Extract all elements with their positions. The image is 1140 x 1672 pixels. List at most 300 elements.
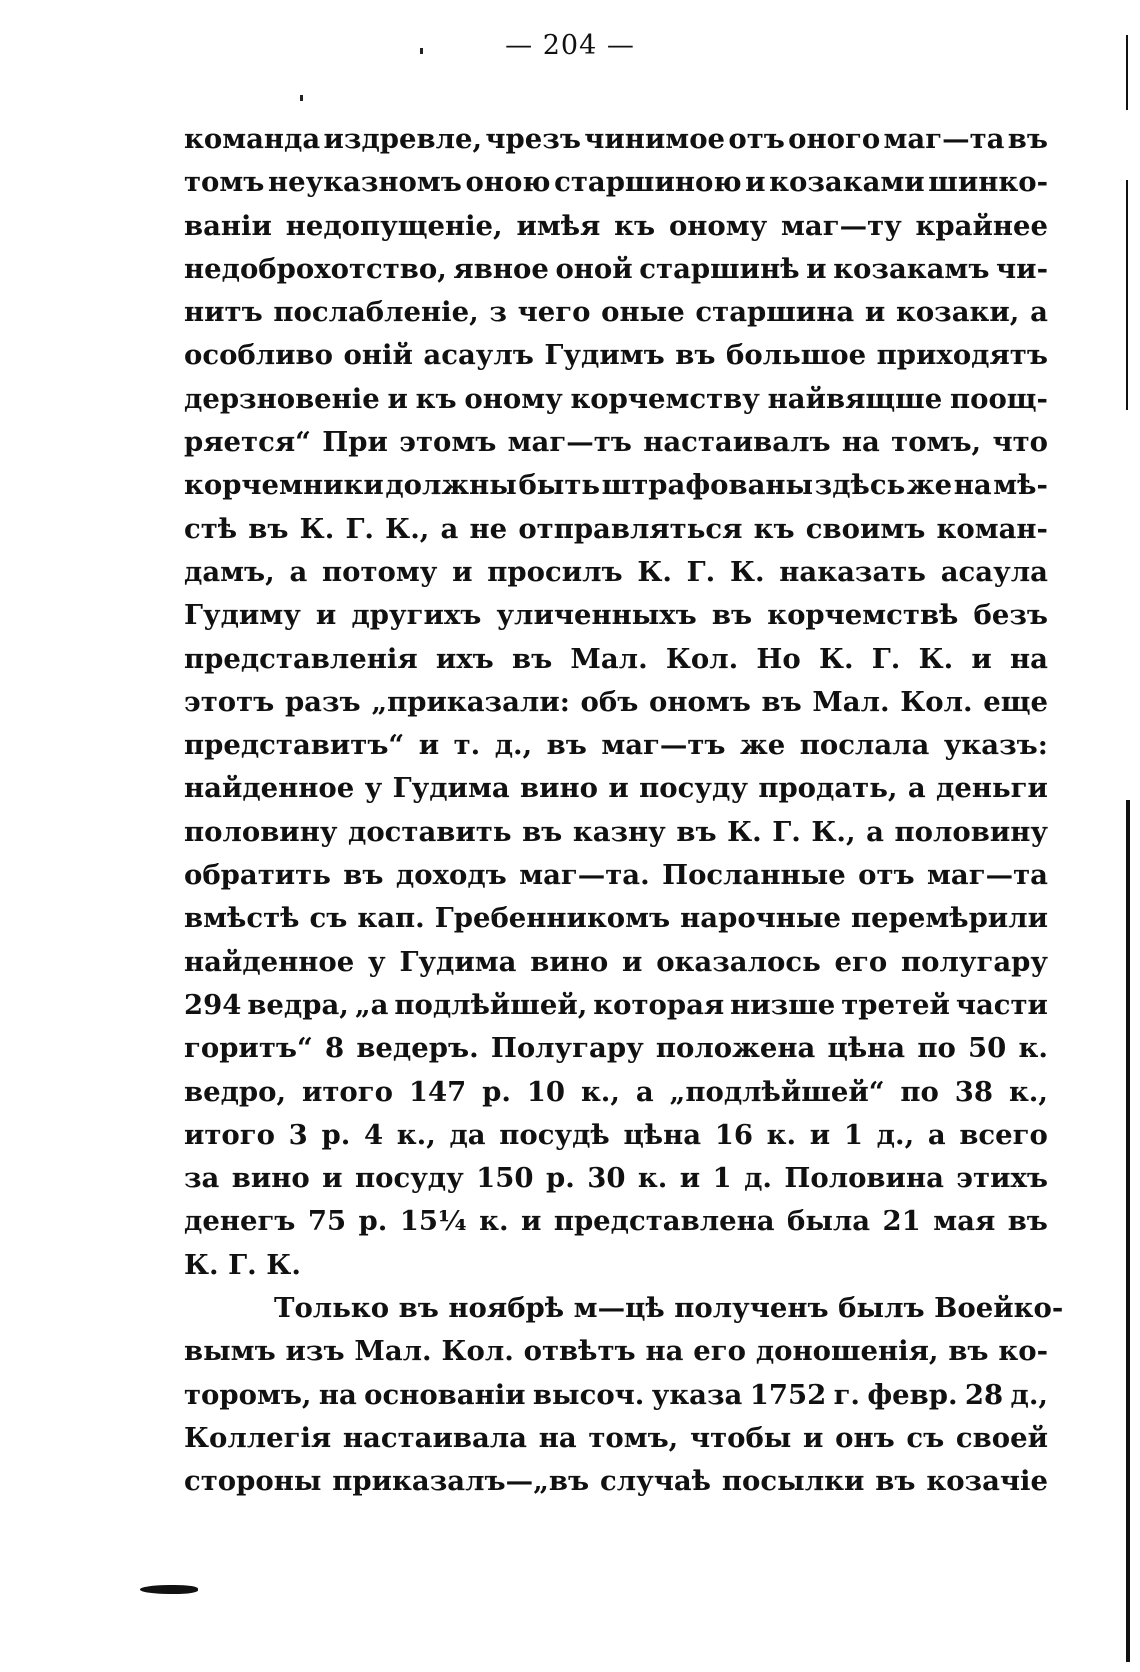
word: по [917,1032,956,1065]
word: р. [545,1162,575,1195]
word: отправляться [518,512,743,545]
word: р. [358,1205,388,1238]
word: 147 [408,1075,467,1108]
word: ведеръ. [356,1032,479,1065]
text-line [184,594,1048,637]
word: поощ- [949,382,1048,415]
word: основаніи [364,1378,526,1411]
word: къ [614,209,656,242]
word: въ [675,339,716,372]
word: мая [933,1205,996,1238]
word: мѣ- [993,469,1048,502]
text-line [184,681,1048,724]
word: не [469,512,508,545]
word: оного [788,123,881,155]
text-line [184,1330,1048,1373]
word: ведра, [247,988,349,1021]
word: издревле, [323,123,483,155]
word: въ [512,642,553,675]
word: маг—та [927,859,1048,892]
word: Гудима [392,772,510,805]
word: положена [655,1032,816,1065]
word: имѣя [516,209,601,242]
word: р. [321,1118,351,1151]
word: на [645,1335,684,1368]
text-line [184,1157,1048,1200]
text-line [184,984,1048,1027]
word: корчемники [184,469,384,502]
word: К., [811,815,856,848]
word: и [608,772,629,805]
word: К. [299,512,335,545]
word: стѣ [184,512,238,545]
word: въ [546,729,587,762]
word: этомъ [399,426,497,459]
word: на [538,1421,577,1454]
word: съ [906,1421,945,1454]
word: „приказали: [371,685,570,718]
text-line [184,1374,1048,1417]
word: томъ [184,166,265,199]
word: к. [637,1162,668,1195]
word: 75 [307,1205,347,1238]
word: к., [580,1075,620,1108]
word: 28 [964,1378,1004,1411]
word: у [368,945,386,978]
word: 38 [954,1075,994,1108]
word: потому [322,555,438,588]
word: недоброхотство, [184,252,447,285]
word: вино [231,1162,310,1195]
word: и [452,555,473,588]
word: а [907,772,926,805]
word: здѣсь [814,469,906,502]
word: и [971,642,992,675]
word: Мал. [570,642,648,675]
word: и [315,599,337,632]
word: продать, [758,772,898,805]
word: старшина [695,296,855,329]
word: Кол. [665,642,739,675]
word: подлѣйшей, [394,988,588,1021]
word: Гудима [399,945,517,978]
text-line [184,1071,1048,1114]
word: козаки, [895,296,1020,329]
word: ко- [998,1335,1048,1368]
text-line [184,291,1048,334]
word: что [992,426,1048,459]
word: а [635,1075,654,1108]
word: низше [730,988,836,1021]
word: дерзновеніе [184,382,380,415]
word: въ [875,1465,916,1498]
word: горитъ“ [184,1032,313,1065]
word: оному [668,209,768,242]
word: посуду [354,1162,464,1195]
word: оказалось [656,945,821,978]
ink-speck [300,95,303,101]
word: должны [385,469,517,502]
word: ихъ [435,642,494,675]
word: большое [726,339,867,372]
word: другихъ [351,599,482,632]
word: Коллегія [184,1421,332,1454]
word: и [322,1162,343,1195]
word: К. [729,555,765,588]
word: 8 [324,1032,345,1065]
page-edge-mark [1126,180,1128,410]
word: г. [833,1378,861,1411]
word: въ [1007,1205,1048,1238]
word: маг—тъ [507,426,632,459]
word: казну [572,815,666,848]
word: этихъ [956,1162,1048,1195]
word: козаками [769,166,925,199]
ink-speck [420,48,423,54]
word: д., [876,1118,915,1151]
word: 1 [712,1162,732,1195]
word: представленія [184,642,418,675]
word: послала [799,729,930,762]
word: оній [343,339,413,372]
word: указъ: [943,729,1048,762]
word: Гудимъ [544,339,665,372]
text-line [184,118,1048,161]
word: въ [676,815,717,848]
word: доношенія, [755,1335,939,1368]
word: Г. [772,815,801,848]
word: и [521,1205,542,1238]
word: настаивала [342,1421,528,1454]
word: асаула [940,555,1048,588]
word: и [745,166,766,199]
word: При [322,426,388,459]
word: перемѣрили [851,902,1048,935]
word: посылки [721,1465,865,1498]
word: представлена [553,1205,775,1238]
word: 15¼ [399,1205,467,1238]
word: и [622,945,643,978]
word: отвѣтъ [523,1335,636,1368]
word: итого [301,1075,393,1108]
text-line-paragraph-end: К. Г. К. [184,1248,301,1281]
word: на [1010,642,1048,675]
word: маг—та. [519,859,650,892]
word: старшинѣ [639,252,800,285]
word: а [1030,296,1048,329]
word: Мал. [812,685,890,718]
word: 150 [476,1162,534,1195]
word: приказалъ—„въ [332,1465,590,1498]
text-line [184,1114,1048,1157]
word: найденное [184,945,355,978]
word: ряется“ [184,426,311,459]
word: К. [727,815,762,848]
text-line [184,508,1048,551]
body-text [184,118,1064,1504]
word: случаѣ [600,1465,712,1498]
text-line [184,421,1048,464]
word: обратить [184,859,331,892]
word: послабленіе, [273,296,479,329]
word: у [364,772,383,805]
word: его [834,945,888,978]
word: нарочные [680,902,841,935]
word: дамъ, [184,555,275,588]
word: „а [354,988,389,1021]
text-line [184,724,1048,767]
ink-smudge [140,1585,198,1594]
word: онъ [835,1421,895,1454]
word: по [900,1075,939,1108]
word: Посланные [662,859,846,892]
word: и [418,729,440,762]
text-line [184,551,1048,594]
word: оному [464,382,563,415]
word: „подлѣйшей“ [669,1075,885,1108]
word: третей [841,988,950,1021]
word: быть [518,469,601,502]
word: вмѣстѣ [184,902,300,935]
word: 3 [288,1118,308,1151]
word: которая [593,988,725,1021]
word: томъ, [588,1421,679,1454]
page-number: — 204 — [505,30,635,61]
text-line [184,767,1048,810]
word: корчемству [570,382,760,415]
text-line [184,161,1048,204]
word: 21 [882,1205,921,1238]
word: к. [766,1118,797,1151]
word: на [318,1378,357,1411]
text-line [184,248,1048,291]
word: и [809,1118,831,1151]
word: полугару [901,945,1048,978]
word: Мал. [354,1335,432,1368]
word: р. [482,1075,511,1108]
word: к. [479,1205,509,1238]
word: цѣна [827,1032,906,1065]
word: шинко- [928,166,1048,199]
word: маг—ту [781,209,902,242]
word: Гребенникомъ [434,902,671,935]
word: изъ [285,1335,345,1368]
word: т. [453,729,481,762]
word: д., [1010,1378,1048,1411]
word: кап. [357,902,425,935]
word: просилъ [487,555,623,588]
word: стороны [184,1465,322,1498]
word: особливо [184,339,334,372]
text-line [184,638,1048,681]
word: 30 [587,1162,626,1195]
word: безъ [973,599,1048,632]
word: въ [522,815,563,848]
word: указа [651,1378,743,1411]
text-line [184,1027,1048,1070]
word: и [803,1421,824,1454]
word: оные [601,296,685,329]
word: найвящше [767,382,943,415]
word: к., [396,1118,436,1151]
word: денегъ [184,1205,296,1238]
word: своей [955,1421,1048,1454]
word: посудѣ [499,1118,610,1151]
word: Кол. [900,685,973,718]
word: части [955,988,1048,1021]
word: Половина [784,1162,944,1195]
word: въ [711,599,753,632]
word: д. [744,1162,772,1195]
word: 16 [714,1118,753,1151]
word: этотъ [184,685,275,718]
word: объ [580,685,639,718]
word: представитъ“ [184,729,405,762]
word: чи- [996,252,1048,285]
word: итого [184,1118,275,1151]
word: Г. [871,642,901,675]
word: своимъ [805,512,926,545]
word: уличенныхъ [496,599,697,632]
word: оною [465,166,551,199]
word: половину [184,815,338,848]
word: посуду [639,772,748,805]
word: въ [248,512,289,545]
word: доходъ [395,859,507,892]
word: высоч. [532,1378,645,1411]
word: нитъ [184,296,263,329]
word: вино [520,772,599,805]
word: крайнее [915,209,1048,242]
word: маг—тъ [601,729,726,762]
text-line [184,1417,1048,1460]
word: Гудиму [184,599,301,632]
word: деньги [936,772,1048,805]
word: томъ, [891,426,982,459]
word: его [693,1335,746,1368]
word: вымъ [184,1335,276,1368]
word: за [184,1162,220,1195]
page-edge-mark [1126,35,1128,110]
text-line [184,378,1048,421]
word: 1 [843,1118,863,1151]
word: Кол. [441,1335,514,1368]
word: была [786,1205,871,1238]
word: отъ [858,859,915,892]
word: цѣна [623,1118,702,1151]
word: к., [1008,1075,1048,1108]
word: къ [415,382,457,415]
word: 1752 [749,1378,827,1411]
word: же [739,729,786,762]
word: настаивалъ [643,426,831,459]
word: неуказномъ [267,166,462,199]
word: чтобы [689,1421,792,1454]
word: отъ [728,123,785,155]
text-line [184,941,1048,984]
word: К. [818,642,854,675]
word: явное [453,252,549,285]
word: недопущеніе, [285,209,503,242]
word: въ [948,1335,989,1368]
word: чего [517,296,591,329]
word: найденное [184,772,355,805]
text-line [184,205,1048,248]
text-line-paragraph-start: Только въ ноябрѣ м—цѣ полученъ былъ Воейко- [274,1292,1064,1325]
word: разъ [284,685,361,718]
word: февр. [867,1378,958,1411]
word: ведро, [184,1075,287,1108]
text-line [184,1460,1048,1503]
word: козачіе [926,1465,1048,1498]
word: да [449,1118,486,1151]
word: Полугару [490,1032,644,1065]
word: Но [756,642,801,675]
text-line [184,811,1048,854]
word: корчемствѣ [767,599,959,632]
word: и [806,252,827,285]
word: и [679,1162,701,1195]
text-line [184,464,1048,507]
word: въ [343,859,384,892]
word: а [289,555,308,588]
word: 10 [526,1075,566,1108]
word: маг—та [883,123,1005,155]
word: к. [1018,1032,1048,1065]
word: козакамъ [833,252,990,285]
word: чинимое [584,123,726,155]
word: вино [530,945,609,978]
word: Г. [686,555,716,588]
word: приходятъ [876,339,1048,372]
text-line [184,854,1048,897]
word: асаулъ [423,339,534,372]
word: а [927,1118,946,1151]
word: Г. [345,512,374,545]
word: 4 [363,1118,384,1151]
word: доставить [348,815,512,848]
word: и [864,296,886,329]
word: всего [959,1118,1048,1151]
page-edge-mark [1126,800,1130,1662]
word: К., [385,512,430,545]
word: къ [753,512,795,545]
word: К. [637,555,672,588]
word: наказать [779,555,926,588]
text-line [184,897,1048,940]
word: половину [894,815,1048,848]
word: торомъ, [184,1378,312,1411]
word: же [906,469,953,502]
word: д., [494,729,533,762]
word: въ [761,685,802,718]
text-line [184,1200,1048,1243]
word: чрезъ [485,123,581,155]
word: и [387,382,408,415]
word: старшиною [554,166,742,199]
word: 294 [184,988,242,1021]
text-line [184,334,1048,377]
word: з [489,296,507,329]
word: на [953,469,992,502]
word: а [866,815,884,848]
word: ономъ [649,685,751,718]
word: на [841,426,880,459]
word: коман- [936,512,1048,545]
word: ваніи [184,209,272,242]
word: оной [555,252,633,285]
word: команда [184,123,321,155]
